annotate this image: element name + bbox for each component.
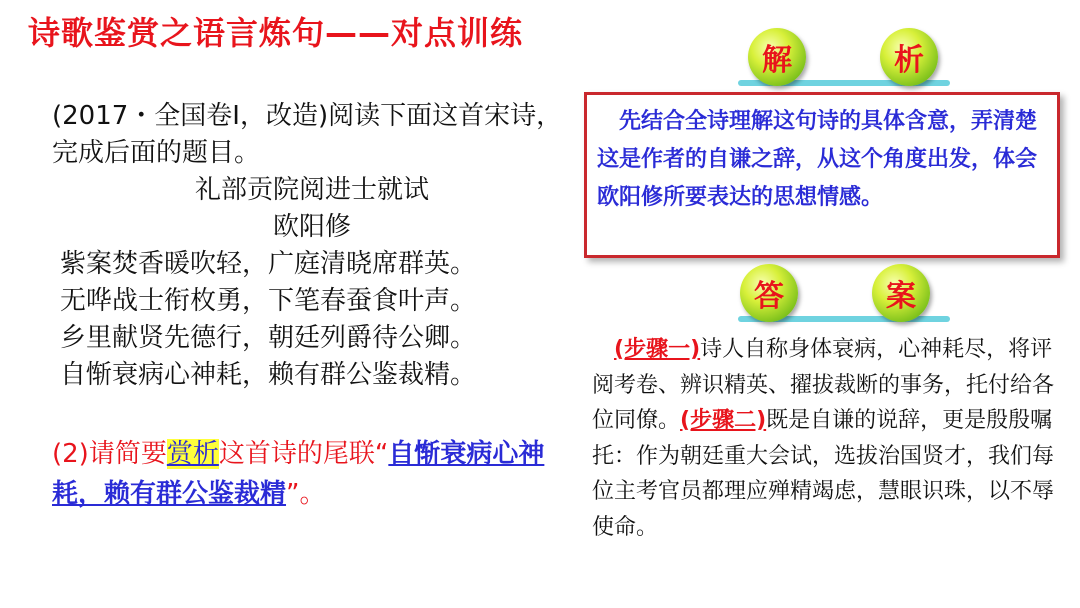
analysis-badge-xi: 析 [880, 28, 938, 86]
question-keyword: 赏析 [166, 439, 219, 469]
question-quote: 自惭衰病心神耗，赖有群公鉴裁精 [52, 439, 545, 509]
poem-line-1: 紫案焚香暖吹轻，广庭清晓席群英。 [60, 249, 477, 279]
question-2 [52, 434, 582, 514]
question-prefix: (2)请简要 [52, 439, 167, 469]
analysis-text: 先结合全诗理解这句诗的具体含意，弄清楚这是作者的自谦之辞，从这个角度出发，体会欧阳修所要表达的思想情感。 [597, 109, 1038, 210]
poem-title: 礼部贡院阅进士就试 [194, 175, 429, 205]
slide-title: 诗歌鉴赏之语言炼句——对点训练 [28, 14, 524, 52]
answer-badge-an: 案 [872, 264, 930, 322]
analysis-badge-jie: 解 [748, 28, 806, 86]
reading-passage [52, 98, 572, 394]
question-middle: 这首诗的尾联“ [218, 439, 389, 469]
answer-text [592, 332, 1062, 545]
poem-line-3: 乡里献贤先德行，朝廷列爵待公卿。 [60, 323, 477, 353]
answer-badge-da: 答 [740, 264, 798, 322]
question-suffix: ”。 [286, 479, 326, 509]
step-2-text: 既是自谦的说辞，更是殷殷嘱托：作为朝廷重大会试，选拔治国贤才，我们每位主考官员都理应殚精竭虑，慧眼识珠，以不辱使命。 [592, 408, 1055, 540]
poem-line-4: 自惭衰病心神耗，赖有群公鉴裁精。 [60, 360, 477, 390]
step-1-text: 诗人自称身体衰病，心神耗尽，将评阅考卷、辨识精英、擢拔裁断的事务，托付给各位同僚。 [592, 337, 1055, 433]
poem-author: 欧阳修 [272, 212, 351, 242]
analysis-box [584, 92, 1060, 258]
poem-line-2: 无哗战士衔枚勇，下笔春蚕食叶声。 [60, 286, 477, 316]
step-2-label: (步骤二) [680, 408, 767, 433]
step-1-label: (步骤一) [614, 337, 701, 362]
passage-intro: (2017・全国卷Ⅰ，改造)阅读下面这首宋诗，完成后面的题目。 [52, 101, 563, 168]
